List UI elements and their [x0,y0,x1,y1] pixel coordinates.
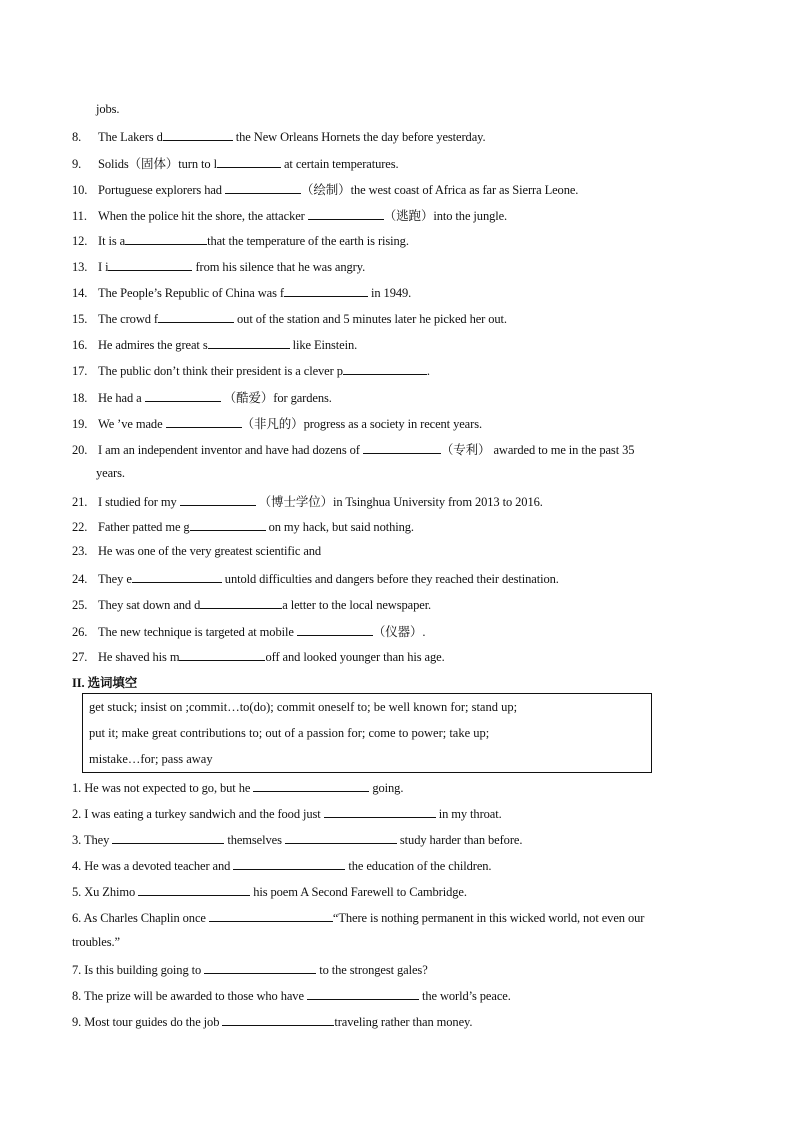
question-text: When the police hit the shore, the attacker [98,209,308,223]
question-number: 23. [72,544,88,558]
answer-blank[interactable] [204,961,316,974]
question-17 [72,362,430,379]
answer-blank[interactable] [166,415,242,428]
fill-item-3 [72,831,522,848]
question-text: The Lakers [98,130,157,144]
question-text: Father patted me [98,520,184,534]
fill-item-5 [72,883,467,900]
fill-item-7 [72,961,428,978]
question-text: He shaved his [98,650,170,664]
question-8 [72,128,486,145]
question-number: 15. [72,312,88,326]
word-box-line: mistake…for; pass away [89,752,213,766]
question-text: the New Orleans Hornets the day before yesterday. [232,130,486,144]
question-text: study harder than before. [396,833,523,847]
question-text: 5. Xu Zhimo [72,885,139,899]
answer-blank[interactable] [233,857,345,870]
question-text: He admires the great [98,338,203,352]
question-14 [72,284,411,301]
fill-item-6 [72,909,644,926]
answer-blank[interactable] [158,310,234,323]
question-text: （专利） awarded to me in the past 35 [440,443,635,457]
question-text: traveling rather than money. [334,1015,473,1029]
question-text: the world’s peace. [418,989,511,1003]
answer-blank[interactable] [307,987,419,1000]
question-number: 8. [72,130,82,144]
hint-letter: m [169,650,180,664]
question-text: 7. Is this building going to [72,963,205,977]
question-15 [72,310,507,327]
word-box-line: get stuck; insist on ;commit…to(do); commit oneself to; be well known for; stand up; [89,700,518,714]
question-text: 1. He was not expected to go, but he [72,781,254,795]
question-9 [72,154,399,172]
question-text: in 1949. [367,286,412,300]
answer-blank[interactable] [163,128,233,141]
question-13 [72,258,365,275]
question-23 [72,544,321,559]
question-text: （仪器）. [372,625,426,639]
fill-item-6-continued [72,935,120,950]
answer-blank[interactable] [308,207,384,220]
fill-item-1 [72,779,403,796]
question-27 [72,648,445,665]
section-heading: II. 选词填空 [72,676,138,690]
question-text: “There is nothing permanent in this wicked world, not even our [332,911,645,925]
question-text: 6. As Charles Chaplin once [72,911,209,925]
question-11 [72,206,507,224]
answer-blank[interactable] [108,258,192,271]
question-text: They sat down and [98,598,195,612]
question-text: out of the station and 5 minutes later he picked her out. [234,312,507,326]
hint-letter: i [105,260,109,274]
question-text: at certain temperatures. [280,157,399,171]
answer-blank[interactable] [190,518,266,531]
question-text: 4. He was a devoted teacher and [72,859,234,873]
question-25 [72,596,431,613]
question-18 [72,388,332,406]
answer-blank[interactable] [209,909,333,922]
question-text: I am an independent inventor and have had dozens of [98,443,363,457]
question-19 [72,414,482,432]
question-text: Solids（固体）turn to [98,157,214,171]
question-number: 18. [72,391,88,405]
question-text: to the strongest gales? [316,963,428,977]
question-text: The public don’t think their president is a clever [98,364,337,378]
question-text: 3. They [72,833,113,847]
answer-blank[interactable] [363,441,441,454]
question-number: 16. [72,338,88,352]
question-number: 19. [72,417,88,431]
question-24 [72,570,559,587]
answer-blank[interactable] [200,596,282,609]
answer-blank[interactable] [343,362,427,375]
question-text: troubles.” [72,935,120,949]
question-text: （逃跑）into the jungle. [383,209,508,223]
answer-blank[interactable] [217,155,281,168]
answer-blank[interactable] [112,831,224,844]
question-text: 8. The prize will be awarded to those who have [72,989,307,1003]
question-number: 25. [72,598,88,612]
question-text: in my throat. [435,807,502,821]
question-text: （酷爱）for gardens. [220,391,332,405]
question-16 [72,336,357,353]
question-text: It is [98,234,120,248]
answer-blank[interactable] [225,181,301,194]
question-26 [72,622,425,640]
question-22 [72,518,414,535]
question-text: 2. I was eating a turkey sandwich and the food just [72,807,324,821]
question-text: I studied for my [98,495,180,509]
question-text: that the temperature of the earth is rising. [207,234,409,248]
question-text: （博士学位）in Tsinghua University from 2013 to 2016. [255,495,543,509]
question-number: 10. [72,183,88,197]
question-text: （绘制）the west coast of Africa as far as Sierra Leone. [300,183,579,197]
answer-blank[interactable] [145,389,221,402]
question-12 [72,232,409,249]
question-text: We ’ve made [98,417,166,431]
question-text: （非凡的）progress as a society in recent years. [241,417,482,431]
question-number: 14. [72,286,88,300]
question-number: 11. [72,209,87,223]
answer-blank[interactable] [297,623,373,636]
question-10 [72,180,578,198]
answer-blank[interactable] [179,648,265,661]
answer-blank[interactable] [138,883,250,896]
hint-letter: s [202,338,208,352]
question-text: . [426,364,430,378]
question-text: a letter to the local newspaper. [282,598,432,612]
question-text: going. [369,781,404,795]
answer-blank[interactable] [125,232,207,245]
question-number: 20. [72,443,88,457]
question-21 [72,492,543,510]
question-text: his poem A Second Farewell to Cambridge. [250,885,467,899]
question-text: untold difficulties and dangers before they reached their destination. [221,572,559,586]
hint-letter: e [126,572,132,586]
hint-letter: g [183,520,190,534]
question-text: The new technique is targeted at mobile [98,625,297,639]
question-number: 21. [72,495,88,509]
answer-blank[interactable] [285,831,397,844]
answer-blank[interactable] [208,336,290,349]
question-number: 24. [72,572,88,586]
answer-blank[interactable] [324,805,436,818]
answer-blank[interactable] [222,1013,334,1026]
answer-blank[interactable] [253,779,369,792]
question-text: years. [96,466,125,480]
question-text: Portuguese explorers had [98,183,225,197]
question-text: They [98,572,127,586]
fill-item-9 [72,1013,472,1030]
hint-letter: d [156,130,163,144]
question-text: off and looked younger than his age. [265,650,445,664]
hint-letter: f [279,286,284,300]
question-number: 9. [72,157,82,171]
question-text: like Einstein. [289,338,358,352]
question-text: I [98,260,106,274]
hint-letter: p [336,364,343,378]
question-number: 17. [72,364,88,378]
fill-item-8 [72,987,511,1004]
hint-letter: f [153,312,158,326]
question-text: The crowd [98,312,154,326]
question-text: the education of the children. [345,859,492,873]
question-text: He was one of the very greatest scientific and [98,544,322,558]
question-text: He had a [98,391,145,405]
fill-item-2 [72,805,502,822]
question-20-continued [96,466,125,481]
answer-blank[interactable] [132,570,222,583]
question-text: on my hack, but said nothing. [265,520,414,534]
word-box-line: put it; make great contributions to; out of a passion for; come to power; take up; [89,726,490,740]
question-number: 26. [72,625,88,639]
answer-blank[interactable] [180,493,256,506]
question-number: 27. [72,650,88,664]
question-text: 9. Most tour guides do the job [72,1015,223,1029]
question-text: themselves [224,833,285,847]
question-text: The People’s Republic of China was [98,286,280,300]
question-20 [72,440,634,458]
answer-blank[interactable] [284,284,368,297]
fill-item-4 [72,857,491,874]
question-text: from his silence that he was angry. [192,260,366,274]
hint-letter: d [194,598,201,612]
hint-letter: l [213,157,217,171]
question-number: 22. [72,520,88,534]
question-number: 12. [72,234,88,248]
hint-letter: a [119,234,126,248]
question-number: 13. [72,260,88,274]
word-box [82,693,652,773]
continuation-text: jobs. [96,102,120,116]
